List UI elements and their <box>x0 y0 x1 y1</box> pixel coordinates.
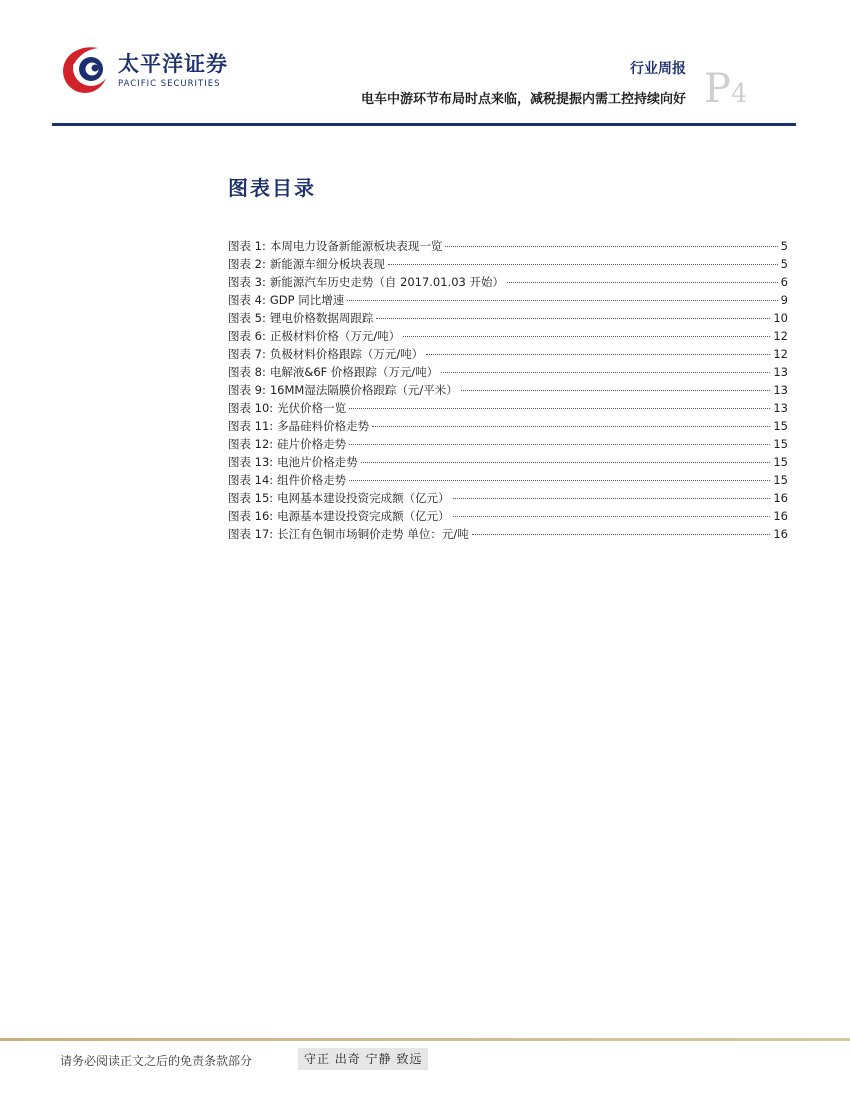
report-type: 行业周报 <box>630 61 686 77</box>
toc-entry-page: 13 <box>773 401 788 415</box>
toc-dot-leader <box>461 389 771 391</box>
chart-table-of-contents <box>228 238 788 544</box>
toc-dot-leader <box>403 335 770 337</box>
toc-entry[interactable] <box>228 526 788 544</box>
toc-entry-title: 光伏价格一览 <box>277 401 347 415</box>
toc-entry-label: 图表 11: <box>228 419 274 433</box>
toc-dot-leader <box>361 461 771 463</box>
toc-entry-title: 16MM湿法隔膜价格跟踪（元/平米） <box>269 383 458 397</box>
section-title: 图表目录 <box>228 176 316 200</box>
toc-entry-title: 组件价格走势 <box>277 473 347 487</box>
toc-entry-page: 13 <box>773 365 788 379</box>
toc-entry-label: 图表 17: <box>228 527 274 541</box>
toc-entry-label: 图表 8: <box>228 365 266 379</box>
page-number-mark <box>704 66 747 112</box>
toc-entry-page: 15 <box>773 437 788 451</box>
toc-entry-title: 正极材料价格（万元/吨） <box>269 329 401 343</box>
toc-entry-title: 电源基本建设投资完成额（亿元） <box>277 509 450 523</box>
toc-entry[interactable] <box>228 364 788 382</box>
toc-entry-title: 长江有色铜市场铜价走势 单位：元/吨 <box>277 527 469 541</box>
toc-entry-page: 6 <box>780 275 788 289</box>
toc-entry-page: 5 <box>780 239 788 253</box>
toc-entry-title: 电池片价格走势 <box>277 455 358 469</box>
toc-entry-label: 图表 10: <box>228 401 274 415</box>
toc-entry-page: 5 <box>780 257 788 271</box>
toc-entry-page: 15 <box>773 419 788 433</box>
toc-entry-page: 12 <box>773 347 788 361</box>
page-number: 4 <box>730 79 748 109</box>
toc-entry[interactable] <box>228 436 788 454</box>
toc-entry-label: 图表 5: <box>228 311 266 325</box>
logo-chinese-name: 太平洋证券 <box>118 52 228 76</box>
toc-entry[interactable] <box>228 292 788 310</box>
toc-entry[interactable] <box>228 346 788 364</box>
toc-entry[interactable] <box>228 508 788 526</box>
toc-entry-title: 新能源汽车历史走势（自 2017.01.03 开始） <box>269 275 505 289</box>
company-logo <box>58 42 238 102</box>
toc-entry-page: 16 <box>773 491 788 505</box>
toc-dot-leader <box>372 425 770 427</box>
toc-entry-label: 图表 2: <box>228 257 266 271</box>
logo-english-name: PACIFIC SECURITIES <box>118 79 221 89</box>
toc-entry-label: 图表 3: <box>228 275 266 289</box>
footer-disclaimer: 请务必阅读正文之后的免责条款部分 <box>60 1054 253 1068</box>
toc-entry-label: 图表 13: <box>228 455 274 469</box>
toc-entry-label: 图表 6: <box>228 329 266 343</box>
page-letter: P <box>704 66 731 112</box>
toc-entry-title: 锂电价格数据周跟踪 <box>269 311 374 325</box>
toc-dot-leader <box>445 245 777 247</box>
toc-dot-leader <box>347 299 777 301</box>
toc-entry-label: 图表 16: <box>228 509 274 523</box>
toc-entry-title: 本周电力设备新能源板块表现一览 <box>269 239 443 253</box>
toc-entry[interactable] <box>228 310 788 328</box>
toc-dot-leader <box>441 371 770 373</box>
toc-entry[interactable] <box>228 238 788 256</box>
toc-dot-leader <box>453 515 771 517</box>
footer-motto: 守正 出奇 宁静 致远 <box>298 1048 428 1070</box>
toc-entry-label: 图表 1: <box>228 239 266 253</box>
toc-entry[interactable] <box>228 490 788 508</box>
toc-entry-page: 16 <box>773 509 788 523</box>
pacific-securities-logo-icon <box>58 42 114 98</box>
report-title: 电车中游环节布局时点来临，减税提振内需工控持续向好 <box>360 92 686 107</box>
toc-entry-page: 9 <box>780 293 788 307</box>
toc-entry-title: 硅片价格走势 <box>277 437 347 451</box>
toc-entry[interactable] <box>228 382 788 400</box>
header-divider <box>52 123 796 126</box>
toc-dot-leader <box>349 443 770 445</box>
toc-entry[interactable] <box>228 418 788 436</box>
toc-entry-page: 15 <box>773 455 788 469</box>
toc-entry[interactable] <box>228 328 788 346</box>
toc-entry-label: 图表 14: <box>228 473 274 487</box>
toc-entry-label: 图表 12: <box>228 437 274 451</box>
toc-entry-page: 10 <box>773 311 788 325</box>
toc-dot-leader <box>426 353 770 355</box>
toc-entry[interactable] <box>228 256 788 274</box>
toc-entry-page: 15 <box>773 473 788 487</box>
toc-dot-leader <box>349 479 770 481</box>
toc-entry-title: GDP 同比增速 <box>269 293 345 307</box>
page-header <box>0 0 850 130</box>
toc-entry-label: 图表 15: <box>228 491 274 505</box>
toc-entry-title: 电网基本建设投资完成额（亿元） <box>277 491 450 505</box>
toc-entry[interactable] <box>228 274 788 292</box>
toc-entry-title: 多晶硅料价格走势 <box>277 419 370 433</box>
toc-dot-leader <box>472 533 771 535</box>
toc-entry-label: 图表 7: <box>228 347 266 361</box>
toc-dot-leader <box>376 317 770 319</box>
toc-entry-label: 图表 4: <box>228 293 266 307</box>
toc-dot-leader <box>507 281 778 283</box>
toc-entry-label: 图表 9: <box>228 383 266 397</box>
toc-entry-page: 16 <box>773 527 788 541</box>
toc-entry[interactable] <box>228 472 788 490</box>
toc-entry-page: 12 <box>773 329 788 343</box>
toc-entry[interactable] <box>228 454 788 472</box>
toc-entry-page: 13 <box>773 383 788 397</box>
toc-entry-title: 负极材料价格跟踪（万元/吨） <box>269 347 424 361</box>
toc-dot-leader <box>388 263 778 265</box>
toc-entry-title: 电解液&6F 价格跟踪（万元/吨） <box>269 365 439 379</box>
toc-dot-leader <box>349 407 770 409</box>
toc-entry[interactable] <box>228 400 788 418</box>
toc-dot-leader <box>453 497 771 499</box>
footer-divider <box>0 1038 850 1041</box>
toc-entry-title: 新能源车细分板块表现 <box>269 257 385 271</box>
